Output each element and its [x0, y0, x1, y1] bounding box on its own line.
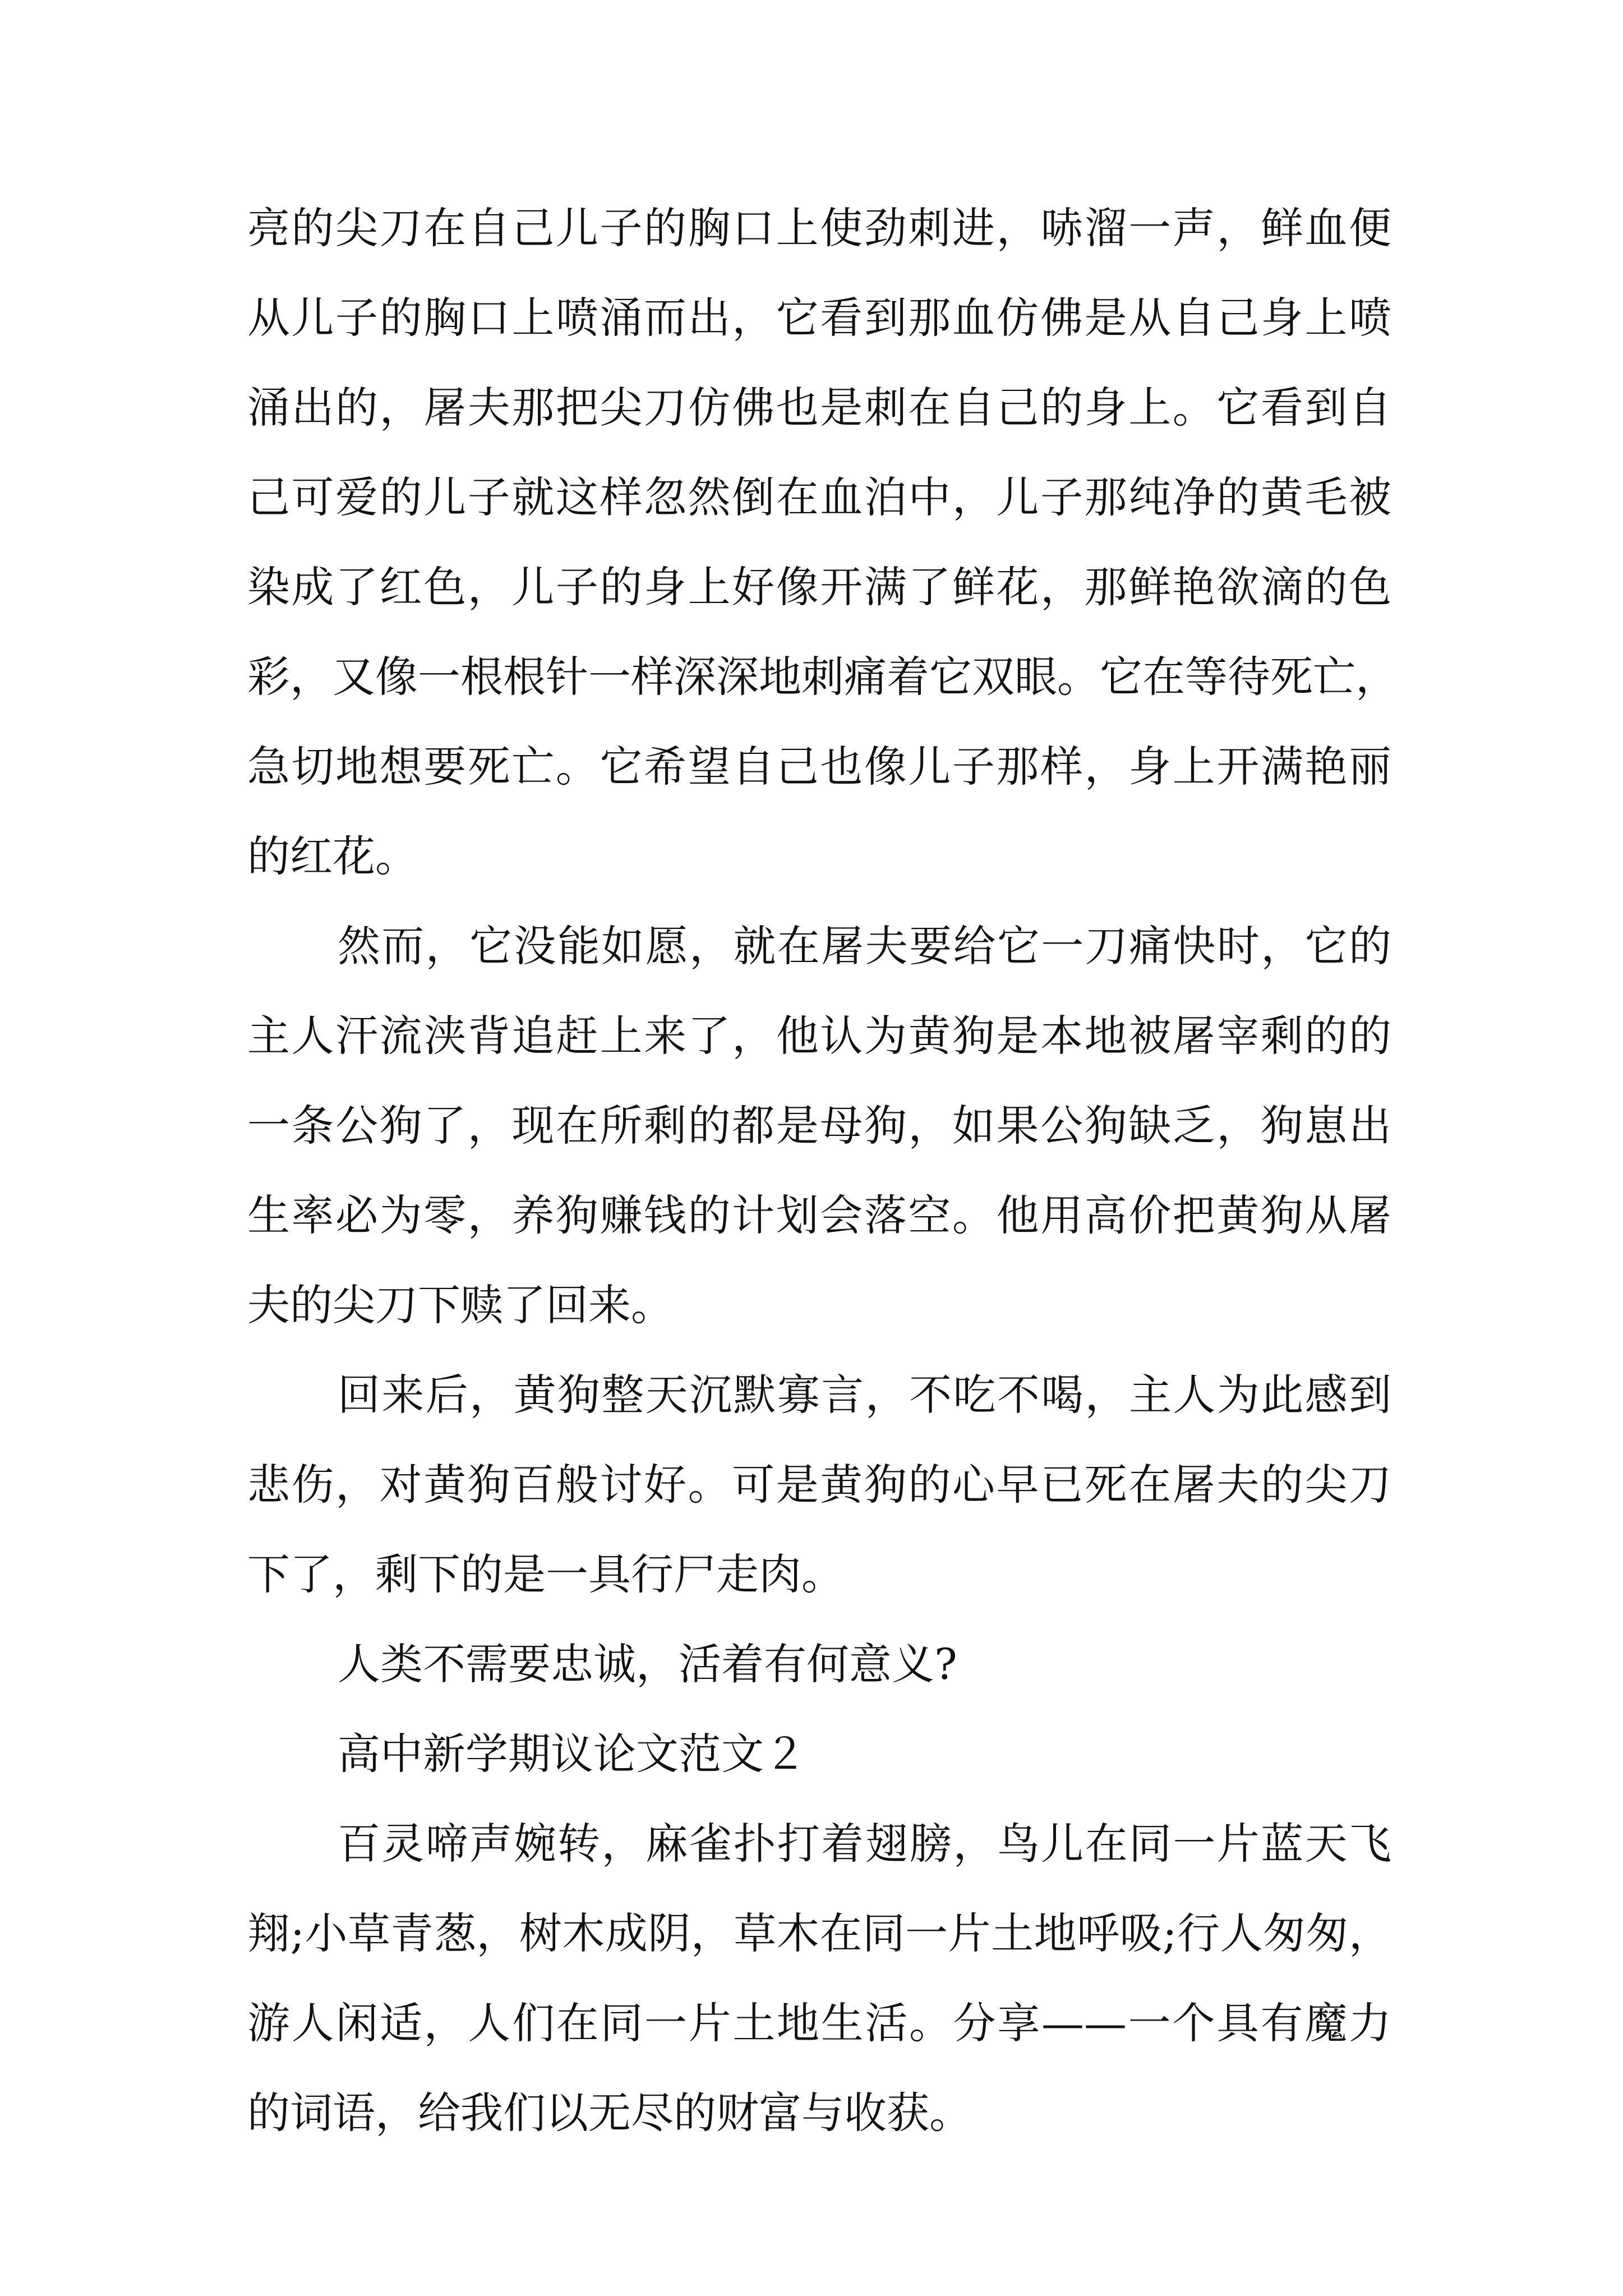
text-line: 涌出的，屠夫那把尖刀仿佛也是刺在自己的身上。它看到自: [247, 383, 1391, 432]
paragraph-first-line: 然而，它没能如愿，就在屠夫要给它一刀痛快时，它的: [338, 921, 1391, 971]
section-heading: 高中新学期议论文范文２: [338, 1729, 806, 1779]
paragraph-first-line: 百灵啼声婉转，麻雀扑打着翅膀，鸟儿在同一片蓝天飞: [338, 1819, 1391, 1869]
paragraph-first-line: 回来后，黄狗整天沉默寡言，不吃不喝，主人为此感到: [338, 1370, 1391, 1420]
text-line: 的红花。: [247, 831, 418, 881]
text-line: 从儿子的胸口上喷涌而出，它看到那血仿佛是从自己身上喷: [247, 293, 1391, 343]
text-line: 悲伤，对黄狗百般讨好。可是黄狗的心早已死在屠夫的尖刀: [247, 1460, 1391, 1510]
paragraph-first-line: 人类不需要忠诚，活着有何意义?: [338, 1639, 957, 1689]
text-line: 生率必为零，养狗赚钱的计划会落空。他用高价把黄狗从屠: [247, 1190, 1391, 1240]
text-line: 一条公狗了，现在所剩的都是母狗，如果公狗缺乏，狗崽出: [247, 1101, 1391, 1151]
text-line: 彩，又像一根根针一样深深地刺痛着它双眼。它在等待死亡，: [247, 652, 1398, 702]
text-line: 染成了红色，儿子的身上好像开满了鲜花，那鲜艳欲滴的色: [247, 562, 1391, 612]
text-line: 夫的尖刀下赎了回来。: [247, 1280, 674, 1330]
text-line: 游人闲适，人们在同一片土地生活。分享——一个具有魔力: [247, 1998, 1391, 2048]
text-line: 主人汗流浃背追赶上来了，他认为黄狗是本地被屠宰剩的的: [247, 1011, 1391, 1061]
text-line: 己可爱的儿子就这样忽然倒在血泊中，儿子那纯净的黄毛被: [247, 472, 1391, 522]
text-line: 急切地想要死亡。它希望自己也像儿子那样，身上开满艳丽: [247, 742, 1391, 792]
text-line: 亮的尖刀在自己儿子的胸口上使劲刺进，哧溜一声，鲜血便: [247, 203, 1391, 253]
text-line: 的词语，给我们以无尽的财富与收获。: [247, 2088, 972, 2138]
text-line: 翔;小草青葱，树木成阴，草木在同一片土地呼吸;行人匆匆，: [247, 1908, 1391, 1958]
text-line: 下了，剩下的是一具行尸走肉。: [247, 1549, 844, 1599]
